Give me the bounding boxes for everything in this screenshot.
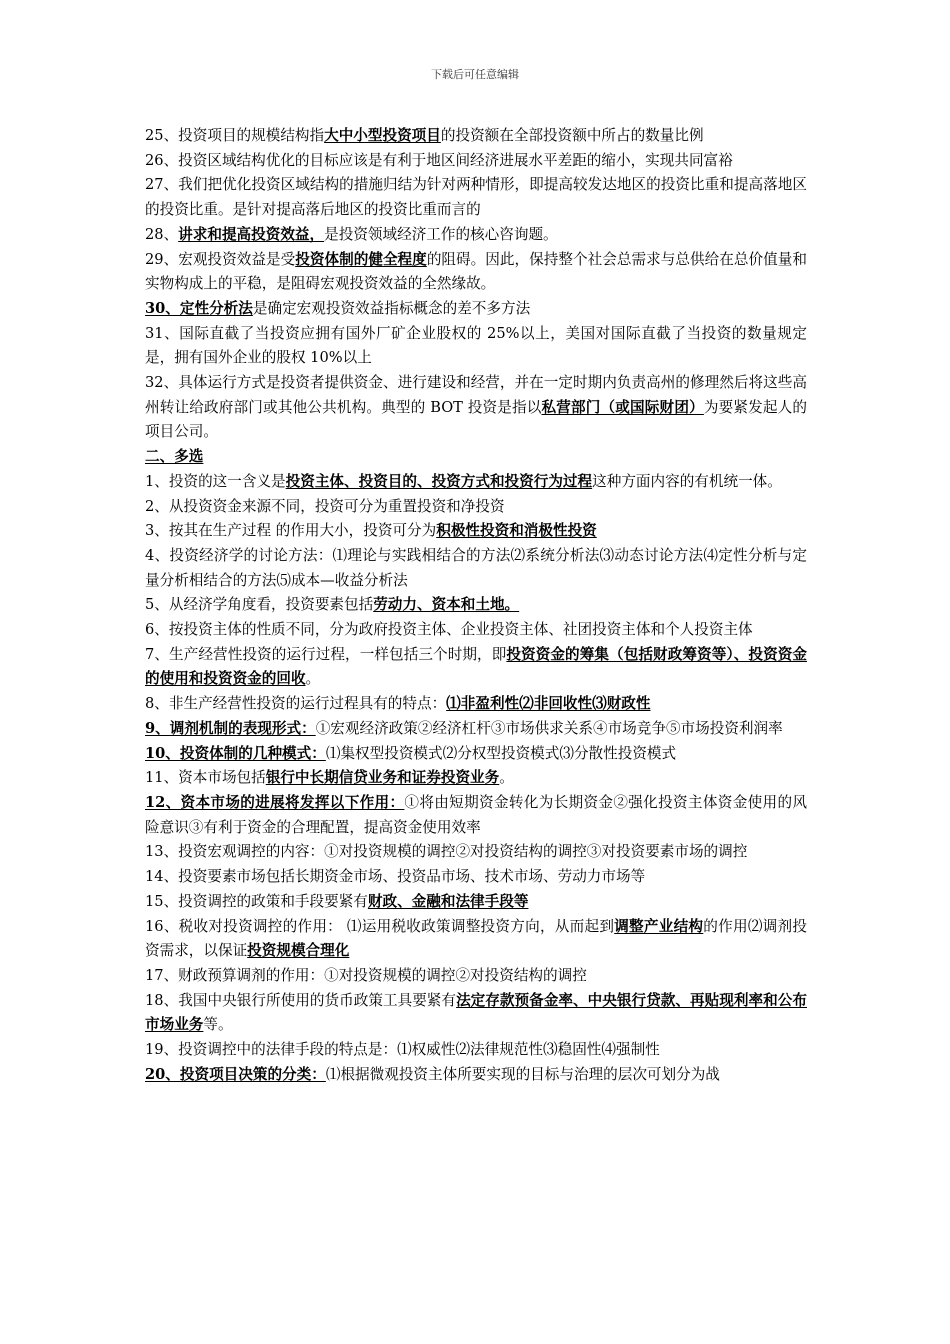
- text-run: 32、具体运行方式是投资者提供资金、进行建设和经营，并在一定时期内负责高州的修理然后将这些高州转让给政府部门或其他公共机构。典型的 BOT 投资是指以: [145, 374, 807, 416]
- text-run: 16、税收对投资调控的作用： ⑴运用税收政策调整投资方向，从而起到: [145, 917, 615, 935]
- text-run: 31、国际直截了当投资应拥有国外厂矿企业股权的 25%以上，美国对国际直截了当投资的数量规定是，拥有国外企业的股权 10%以上: [145, 324, 807, 367]
- text-run: 是确定宏观投资效益指标概念的差不多方法: [252, 299, 531, 317]
- emphasized-text: 财政、金融和法律手段等: [367, 892, 529, 910]
- text-run: 5、从经济学角度看，投资要素包括: [145, 596, 374, 614]
- text-run: 6、按投资主体的性质不同，分为政府投资主体、企业投资主体、社团投资主体和个人投资主体: [145, 621, 753, 639]
- text-run: 13、投资宏观调控的内容：①对投资规模的调控②对投资结构的调控③对投资要素市场的调控: [145, 843, 748, 861]
- emphasized-text: 二、多选: [145, 448, 204, 466]
- text-run: 19、投资调控中的法律手段的特点是：⑴权威性⑵法律规范性⑶稳固性⑷强制性: [145, 1041, 660, 1059]
- text-run: 15、投资调控的政策和手段要紧有: [145, 892, 368, 910]
- emphasized-text: 12、资本市场的进展将发挥以下作用：: [145, 793, 405, 811]
- text-run: 4、投资经济学的讨论方法：⑴理论与实践相结合的方法⑵系统分析法⑶动态讨论方法⑷定性分析与定量分析相结合的方法⑸成本—收益分析法: [145, 546, 807, 589]
- paragraph-q27: [145, 173, 807, 222]
- emphasized-text: 20、投资项目决策的分类：: [145, 1065, 326, 1083]
- text-run: ①将由短期资金转化为长期资金②强化投资主体资金使用的风险意识③有利于资金的合理配置，提高资金使用效率: [145, 793, 807, 836]
- paragraph-m8: [145, 692, 807, 717]
- text-run: 14、投资要素市场包括长期资金市场、投资品市场、技术市场、劳动力市场等: [145, 868, 646, 886]
- text-run: 8、非生产经营性投资的运行过程具有的特点：: [145, 695, 447, 713]
- paragraph-m16: [145, 915, 807, 964]
- paragraph-q31: [145, 322, 807, 371]
- paragraph-m19: [145, 1038, 807, 1063]
- paragraph-m18: [145, 989, 807, 1038]
- paragraph-q26: [145, 149, 807, 174]
- text-run: 26、投资区域结构优化的目标应该是有利于地区间经济进展水平差距的缩小，实现共同富裕: [145, 151, 733, 169]
- paragraph-m15: [145, 890, 807, 915]
- text-run: 27、我们把优化投资区域结构的措施归结为针对两种情形，即提高较发达地区的投资比重和提高落地区的投资比重。是针对提高落后地区的投资比重而言的: [145, 176, 807, 219]
- text-run: ①宏观经济政策②经济杠杆③市场供求关系④市场竞争⑤市场投资利润率: [315, 719, 783, 737]
- text-run: 25、投资项目的规模结构指: [145, 127, 325, 144]
- emphasized-text: 私营部门（或国际财团）: [541, 398, 704, 416]
- paragraph-m2: [145, 495, 807, 520]
- paragraph-m6: [145, 618, 807, 643]
- text-run: 是投资领域经济工作的核心咨询题。: [324, 225, 558, 243]
- page-header: 下载后可任意编辑: [431, 68, 519, 81]
- text-run: 17、财政预算调剂的作用：①对投资规模的调控②对投资结构的调控: [145, 966, 587, 984]
- paragraph-m7: [145, 643, 807, 692]
- emphasized-text: 银行中长期信贷业务和证券投资业务: [265, 769, 500, 787]
- text-run: 的作用⑵调剂投资需求，以保证: [145, 917, 807, 960]
- text-run: 28、: [145, 225, 179, 243]
- paragraph-q28: [145, 223, 807, 248]
- text-run: 7、生产经营性投资的运行过程，一样包括三个时期，即: [145, 645, 507, 663]
- document-body: [145, 124, 807, 1087]
- paragraph-m10: [145, 742, 807, 767]
- text-run: 2、从投资资金来源不同，投资可分为重置投资和净投资: [145, 497, 505, 515]
- paragraph-q29: [145, 248, 807, 297]
- emphasized-text: 9、调剂机制的表现形式：: [145, 719, 316, 737]
- emphasized-text: 积极性投资和消极性投资: [436, 522, 597, 540]
- paragraph-m1: [145, 470, 807, 495]
- paragraph-m20: [145, 1063, 807, 1088]
- paragraph-m13: [145, 840, 807, 865]
- text-run: 等。: [203, 1016, 233, 1034]
- text-run: 11、资本市场包括: [145, 769, 266, 787]
- paragraph-sec2: [145, 445, 807, 470]
- emphasized-text: 投资资金的筹集（包括财政筹资等）、投资资金的使用和投资资金的回收: [145, 645, 808, 688]
- emphasized-text: 投资主体、投资目的、投资方式和投资行为过程: [285, 472, 593, 490]
- emphasized-text: 讲求和提高投资效益，: [178, 225, 325, 243]
- text-run: 1、投资的这一含义是: [145, 472, 286, 490]
- emphasized-text: 调整产业结构: [614, 917, 704, 935]
- emphasized-text: 投资体制的健全程度: [295, 250, 427, 268]
- emphasized-text: 投资规模合理化: [247, 942, 350, 960]
- emphasized-text: 大中小型投资项目: [324, 127, 441, 144]
- text-run: ⑴集权型投资模式⑵分权型投资模式⑶分散性投资模式: [325, 744, 677, 762]
- paragraph-m4: [145, 544, 807, 593]
- paragraph-m5: [145, 593, 807, 618]
- paragraph-m17: [145, 964, 807, 989]
- text-run: 的阻碍。因此，保持整个社会总需求与总供给在总价值量和实物构成上的平稳，是阻碍宏观投资效益的全然缘故。: [145, 250, 807, 293]
- paragraph-m11: [145, 766, 807, 791]
- emphasized-text: ⑴非盈利性⑵非回收性⑶财政性: [446, 695, 651, 713]
- text-run: 。: [305, 670, 321, 688]
- text-run: ⑴根据微观投资主体所要实现的目标与治理的层次可划分为战: [325, 1065, 720, 1083]
- paragraph-q30: [145, 297, 807, 322]
- paragraph-m9: [145, 717, 807, 742]
- text-run: 18、我国中央银行所使用的货币政策工具要紧有: [145, 991, 457, 1009]
- paragraph-q25: [145, 124, 807, 149]
- text-run: 。: [499, 769, 514, 787]
- text-run: 这种方面内容的有机统一体。: [592, 472, 782, 490]
- emphasized-text: 30、定性分析法: [145, 299, 253, 317]
- text-run: 3、按其在生产过程 的作用大小，投资可分为: [145, 522, 437, 540]
- paragraph-m12: [145, 791, 807, 840]
- paragraph-m3: [145, 519, 807, 544]
- emphasized-text: 10、投资体制的几种模式：: [145, 744, 326, 762]
- emphasized-text: 法定存款预备金率、中央银行贷款、再贴现利率和公布市场业务: [145, 991, 807, 1034]
- text-run: 的投资额在全部投资额中所占的数量比例: [440, 127, 704, 144]
- paragraph-q32: [145, 371, 807, 445]
- paragraph-m14: [145, 865, 807, 890]
- text-run: 为要紧发起人的项目公司。: [145, 398, 807, 441]
- emphasized-text: 劳动力、资本和土地。: [373, 596, 520, 614]
- text-run: 29、宏观投资效益是受: [145, 250, 296, 268]
